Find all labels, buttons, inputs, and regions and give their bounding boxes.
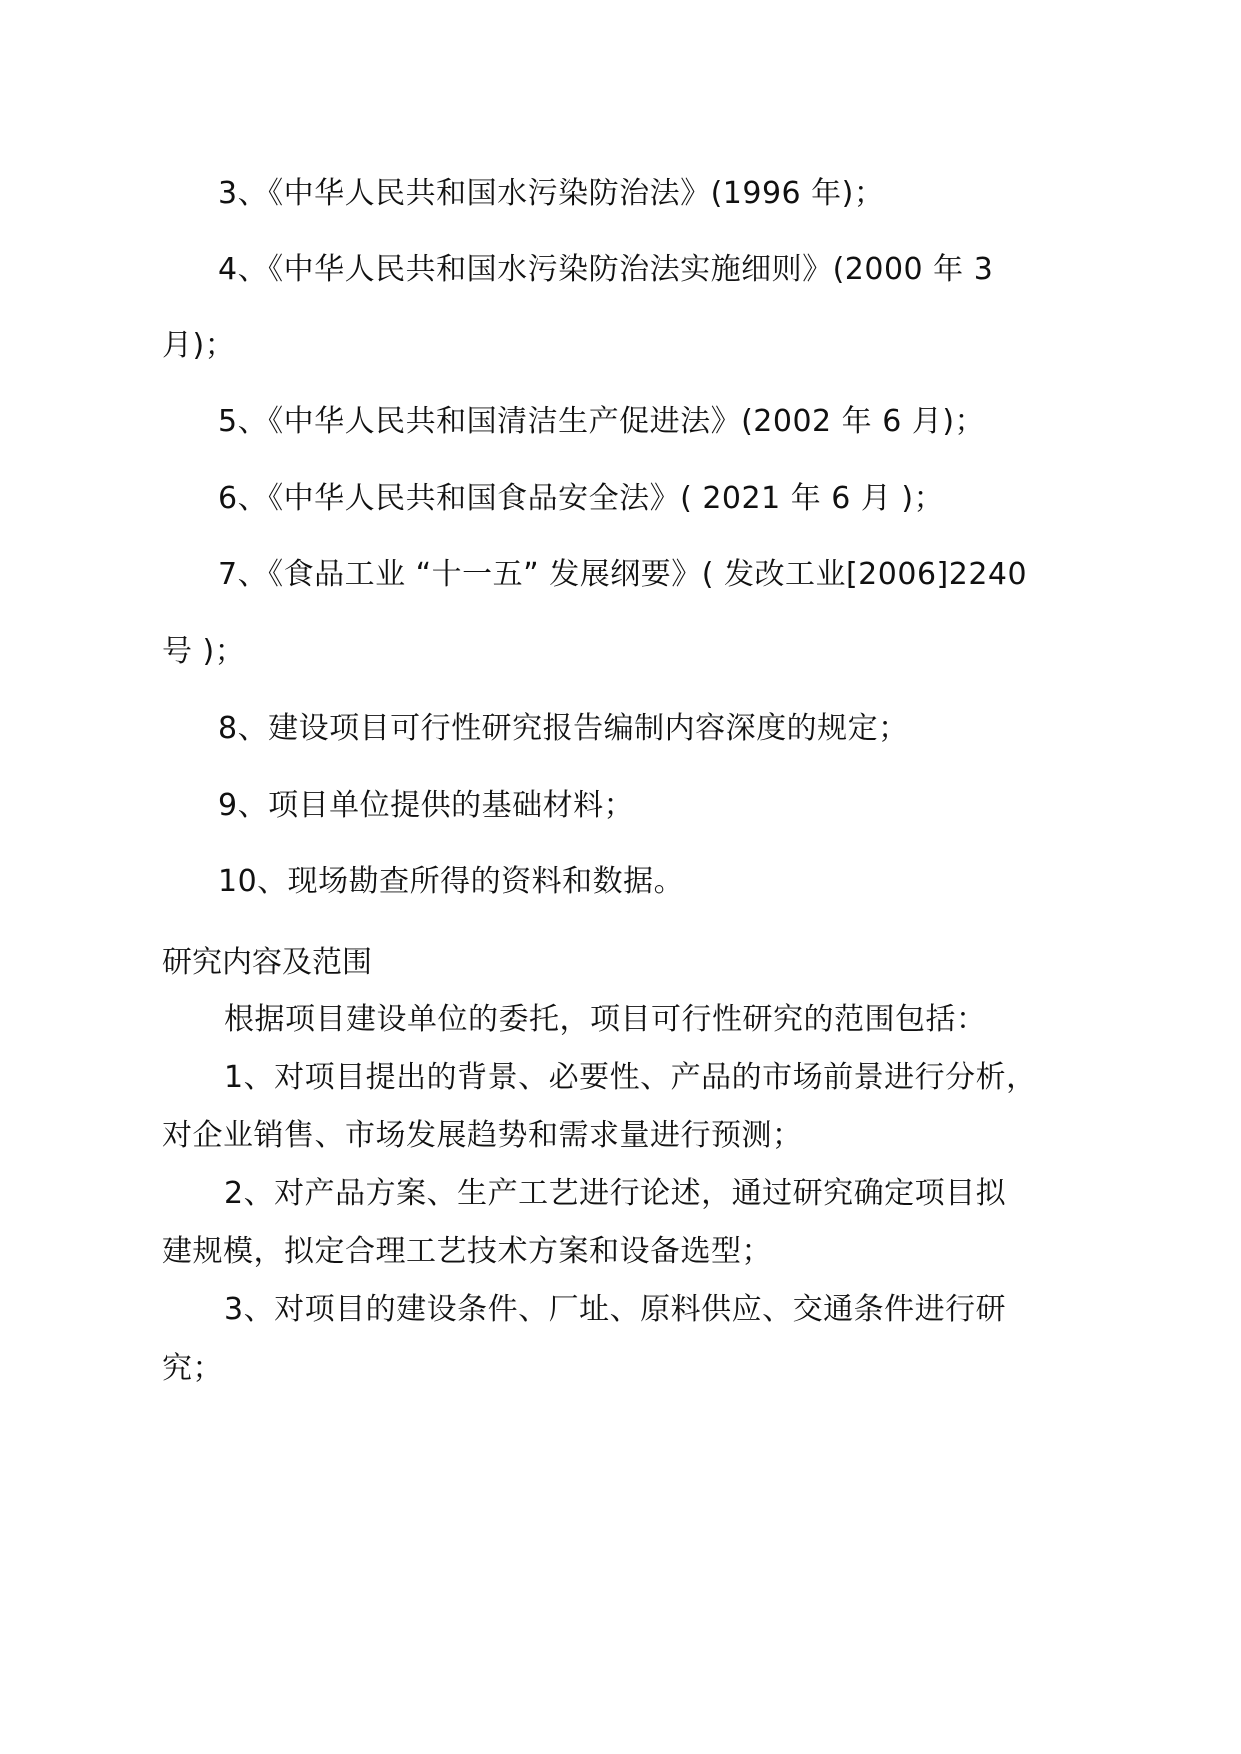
scope-item-1-continuation: 对企业销售、市场发展趋势和需求量进行预测；: [162, 1118, 803, 1153]
basis-item-3: 3、《中华人民共和国水污染防治法》(1996 年)；: [218, 176, 885, 211]
basis-item-10: 10、现场勘查所得的资料和数据。: [218, 864, 685, 899]
basis-item-6: 6、《中华人民共和国食品安全法》( 2021 年 6 月 )；: [218, 481, 945, 516]
basis-item-9: 9、项目单位提供的基础材料；: [218, 788, 635, 823]
scope-item-2: 2、对产品方案、生产工艺进行论述，通过研究确定项目拟: [224, 1176, 1007, 1211]
basis-item-4: 4、《中华人民共和国水污染防治法实施细则》(2000 年 3: [218, 252, 994, 287]
basis-item-5: 5、《中华人民共和国清洁生产促进法》(2002 年 6 月)；: [218, 404, 986, 439]
scope-intro: 根据项目建设单位的委托，项目可行性研究的范围包括：: [224, 1002, 987, 1037]
scope-item-3: 3、对项目的建设条件、厂址、原料供应、交通条件进行研: [224, 1292, 1007, 1327]
basis-item-7: 7、《食品工业 “十一五” 发展纲要》( 发改工业[2006]2240: [218, 557, 1028, 592]
scope-item-2-continuation: 建规模，拟定合理工艺技术方案和设备选型；: [162, 1234, 772, 1269]
basis-item-4-continuation: 月)；: [162, 328, 236, 363]
basis-item-7-continuation: 号 )；: [162, 634, 246, 669]
scope-item-1: 1、对项目提出的背景、必要性、产品的市场前景进行分析，: [224, 1060, 1037, 1095]
section-heading: 研究内容及范围: [162, 945, 372, 980]
scope-item-3-continuation: 究；: [162, 1351, 223, 1386]
basis-item-8: 8、建设项目可行性研究报告编制内容深度的规定；: [218, 711, 909, 746]
